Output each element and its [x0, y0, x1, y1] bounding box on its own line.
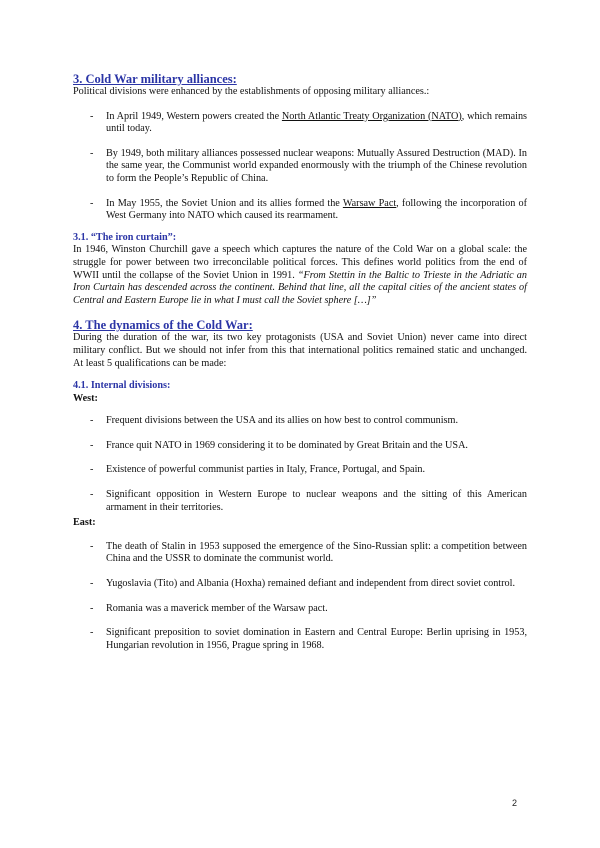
list-item-text: Frequent divisions between the USA and its allies on how best to control communism.	[106, 415, 458, 427]
list-item-text: France quit NATO in 1969 considering it to be dominated by Great Britain and the USA.	[106, 439, 468, 451]
east-list	[73, 541, 527, 653]
list-item	[73, 415, 527, 428]
list-item-text-before: In April 1949, Western powers created the	[106, 110, 282, 122]
bullet-dash: -	[90, 602, 94, 614]
west-list	[73, 415, 527, 514]
section-3-list	[73, 111, 527, 223]
list-item	[73, 198, 527, 223]
list-item	[73, 464, 527, 477]
section-4-1-heading: 4.1. Internal divisions:	[73, 380, 171, 392]
section-4-intro: During the duration of the war, its two key protagonists (USA and Soviet Union) never came into direct military conflict. But we should not infer from this that international politics remained static and unchanged. At least 5 qualifications can be made:	[73, 332, 527, 369]
list-item-text: Significant preposition to soviet domination in Eastern and Central Europe: Berlin uprising in 1953, Hungarian revolution in 1956, Prague spring in 1968.	[106, 627, 527, 651]
list-item-text: Existence of powerful communist parties in Italy, France, Portugal, and Spain.	[106, 464, 426, 476]
list-item-text-after: , following the incorporation of West Germany into NATO which caused its rearmament.	[106, 197, 527, 222]
list-item	[73, 603, 527, 616]
churchill-quote: “From Stettin in the Baltic to Trieste in the Adriatic an Iron Curtain has descended across the continent. Behind that line, all the capital cities of the ancient states of Central and Eastern Europe lie in what I must call the Soviet sphere […]”	[73, 269, 527, 306]
list-item	[73, 111, 527, 136]
bullet-dash: -	[90, 489, 94, 501]
bullet-dash: -	[90, 110, 94, 122]
list-item	[73, 440, 527, 453]
west-label: West:	[73, 392, 98, 404]
bullet-dash: -	[90, 464, 94, 476]
list-item	[73, 578, 527, 591]
section-3-1-paragraph	[73, 244, 527, 307]
list-item	[73, 627, 527, 652]
bullet-dash: -	[90, 627, 94, 639]
bullet-dash: -	[90, 540, 94, 552]
list-item-text: Significant opposition in Western Europe to nuclear weapons and the sitting of this American armament in their territories.	[106, 489, 527, 513]
document-page	[73, 72, 527, 652]
east-label: East:	[73, 517, 96, 529]
list-item-text: Romania was a maverick member of the Warsaw pact.	[106, 602, 328, 614]
bullet-dash: -	[90, 578, 94, 590]
list-item-text-after: , which remains until today.	[106, 110, 527, 135]
bullet-dash: -	[90, 439, 94, 451]
list-item	[73, 489, 527, 514]
list-item-text: Yugoslavia (Tito) and Albania (Hoxha) remained defiant and independent from direct soviet control.	[106, 578, 515, 590]
section-3-1-text: In 1946, Winston Churchill gave a speech which captures the nature of the Cold War on a global scale: the struggle for power between two irreconcilable political forces. This defines world politics from the end of WWII until the collapse of the Soviet Union in 1991.	[73, 244, 527, 281]
section-3-intro: Political divisions were enhanced by the establishments of opposing military alliances.:	[73, 86, 430, 97]
page-number: 2	[512, 798, 518, 808]
section-3-heading: 3. Cold War military alliances:	[73, 72, 237, 86]
section-3-1-heading: 3.1. “The iron curtain”:	[73, 231, 177, 243]
nato-link[interactable]: North Atlantic Treaty Organization (NATO)	[281, 110, 462, 122]
bullet-dash: -	[90, 147, 94, 159]
list-item	[73, 148, 527, 186]
list-item-text: The death of Stalin in 1953 supposed the emergence of the Sino-Russian split: a competition between China and the USSR to dominate the communist world.	[106, 540, 527, 565]
bullet-dash: -	[90, 197, 94, 209]
bullet-dash: -	[90, 415, 94, 427]
list-item	[73, 541, 527, 566]
section-4-heading: 4. The dynamics of the Cold War:	[73, 318, 253, 333]
warsaw-pact-link[interactable]: Warsaw Pact	[342, 197, 397, 209]
list-item-text: By 1949, both military alliances possessed nuclear weapons: Mutually Assured Destruction (MAD). In the same year, the Communist world expanded enormously with the triumph of the Chinese revolution to form the People’s Republic of China.	[106, 147, 527, 184]
list-item-text-before: In May 1955, the Soviet Union and its allies formed the	[106, 197, 343, 209]
